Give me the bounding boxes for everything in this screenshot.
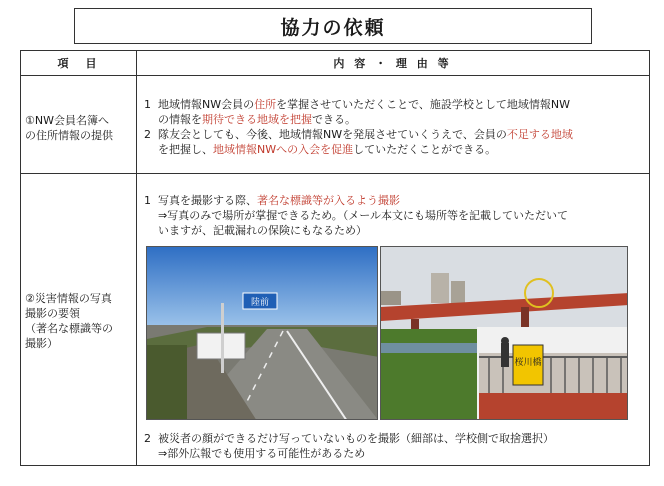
header-item: 項 目 [57, 57, 100, 70]
bridge-sign-text: 桜川橋 [514, 358, 542, 368]
road-sign-text: 陸前 [250, 298, 270, 308]
row2-item2: 2 被災者の顔ができるだけ写っていないものを撮影（細部は、学校側で取捨選択） ⇒部外広報でも使用する可能性があるため [144, 432, 554, 460]
row1-content [144, 97, 641, 157]
road-sign-photo [146, 246, 378, 420]
row2-label: ②災害情報の写真 撮影の要領 （著名な標識等の 撮影） [25, 292, 113, 350]
row1-item1: 1 地域情報NW会員の住所を掌握させていただくことで、施設学校として地域情報NW の情報を期待できる地域を把握できる。 [144, 98, 570, 126]
row2-item1: 1 写真を撮影する際、著名な標識等が入るよう撮影 ⇒写真のみで場所が掌握できるため。（メール本文にも場所等を記載していただいて いますが、記載漏れの保険にもなるため） [144, 194, 569, 237]
row1-item2: 2 隊友会としても、今後、地域情報NWを発展させていくうえで、会員の不足する地域 を把握し、地域情報NWへの入会を促進していただくことができる。 [144, 128, 573, 156]
page-title: 協力の依頼 [74, 8, 592, 44]
bridge-photo [380, 246, 628, 420]
header-content: 内 容 ・ 理 由 等 [333, 57, 452, 70]
row1-label: ①NW会員名簿へ の住所情報の提供 [25, 114, 113, 142]
